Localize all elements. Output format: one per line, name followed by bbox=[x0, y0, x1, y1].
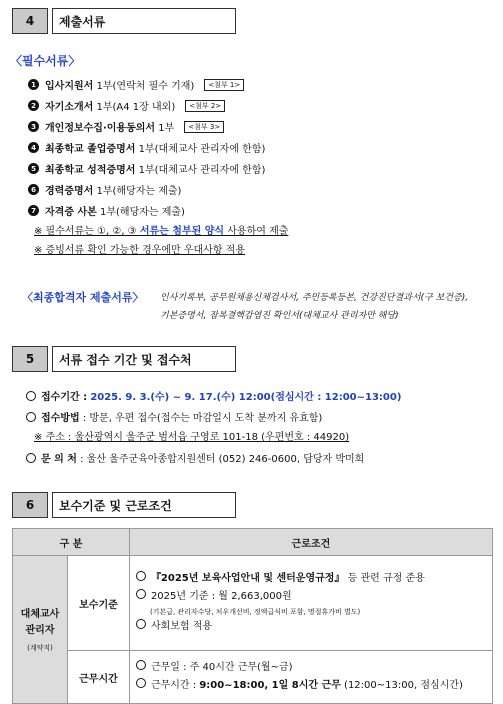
circle-bullet-icon bbox=[26, 412, 36, 422]
circle-bullet-icon bbox=[26, 391, 36, 401]
required-item-3: 3 개인정보수집·이용동의서 1부 <첨부 3> bbox=[28, 119, 224, 134]
required-item-1: 1 입사지원서 1부(연락처 필수 기재) <첨부 1> bbox=[28, 77, 244, 92]
required-note: ※ 필수서류는 ①, ②, ③ 서류는 첨부된 양식 사용하여 제출 bbox=[34, 226, 289, 237]
work-conditions-table bbox=[12, 528, 493, 704]
required-item-4: 4 최종학교 졸업증명서 1부(대체교사 관리자에 한함) bbox=[28, 140, 265, 155]
address: ※ 주소 : 울산광역시 울주군 범서읍 구영로 101-18 (우편번호 : 44920) bbox=[34, 432, 350, 443]
table-header: 근로조건 bbox=[129, 529, 492, 556]
required-item-7: 7 자격증 사본 1부(해당자는 제출) bbox=[28, 203, 185, 218]
section-6-header bbox=[12, 492, 236, 520]
table-header: 구 분 bbox=[13, 529, 130, 556]
section-title: 제출서류 bbox=[52, 8, 236, 34]
pay-cell: 『2025년 보육사업안내 및 센터운영규정』 등 관련 규정 준용 2025년 기준 : 월 2,663,000원 (기본급, 관리자수당, 처우개선비, 정액급식비 포함, 명절휴가비 별도) 사회보험 적용 bbox=[129, 556, 492, 651]
pay-label: 보수기준 bbox=[68, 556, 130, 651]
application-period: 접수기간 : 2025. 9. 3.(수) ~ 9. 17.(수) 12:00(점심시간 : 12:00~13:00) bbox=[26, 388, 401, 403]
work-hours-cell: 근무일 : 주 40시간 근무(월~금) 근무시간 : 9:00~18:00, 1일 8시간 근무 (12:00~13:00, 점심시간) bbox=[129, 651, 492, 704]
section-title: 보수기준 및 근로조건 bbox=[52, 492, 236, 518]
role-cell: 대체교사 관리자 (계약직) bbox=[13, 556, 68, 704]
section-number: 5 bbox=[12, 346, 48, 372]
contact: 문 의 처 : 울산 울주군육아종합지원센터 (052) 246-0600, 담당자 박미희 bbox=[26, 450, 364, 465]
section-number: 6 bbox=[12, 492, 48, 518]
section-title: 서류 접수 기간 및 접수처 bbox=[52, 346, 236, 372]
required-docs-label: 〈필수서류〉 bbox=[10, 54, 81, 68]
final-docs-line-2: 기본증명서, 잠복결핵감염진 확인서(대체교사 관리자만 해당) bbox=[160, 311, 399, 321]
evidence-note: ※ 증빙서류 확인 가능한 경우에만 우대사항 적용 bbox=[34, 245, 245, 256]
circle-bullet-icon bbox=[26, 453, 36, 463]
section-5-header bbox=[12, 346, 236, 374]
required-item-5: 5 최종학교 성적증명서 1부(대체교사 관리자에 한함) bbox=[28, 161, 265, 176]
attachment-tag: <첨부 2> bbox=[185, 100, 225, 112]
attachment-tag: <첨부 3> bbox=[184, 121, 224, 133]
section-4-header bbox=[12, 8, 236, 36]
required-item-6: 6 경력증명서 1부(해당자는 제출) bbox=[28, 182, 181, 197]
application-method: 접수방법 : 방문, 우편 접수(접수는 마감일시 도착 분까지 유효함) bbox=[26, 409, 322, 424]
final-docs-label: 〈최종합격자 제출서류〉 bbox=[22, 291, 144, 304]
attachment-tag: <첨부 1> bbox=[204, 79, 244, 91]
final-docs-line-1: 인사기록부, 공무원채용신체검사서, 주민등록등본, 건강진단결과서(구 보건증), bbox=[160, 293, 469, 303]
section-number: 4 bbox=[12, 8, 48, 34]
work-hours-label: 근무시간 bbox=[68, 651, 130, 704]
required-item-2: 2 자기소개서 1부(A4 1장 내외) <첨부 2> bbox=[28, 98, 225, 113]
